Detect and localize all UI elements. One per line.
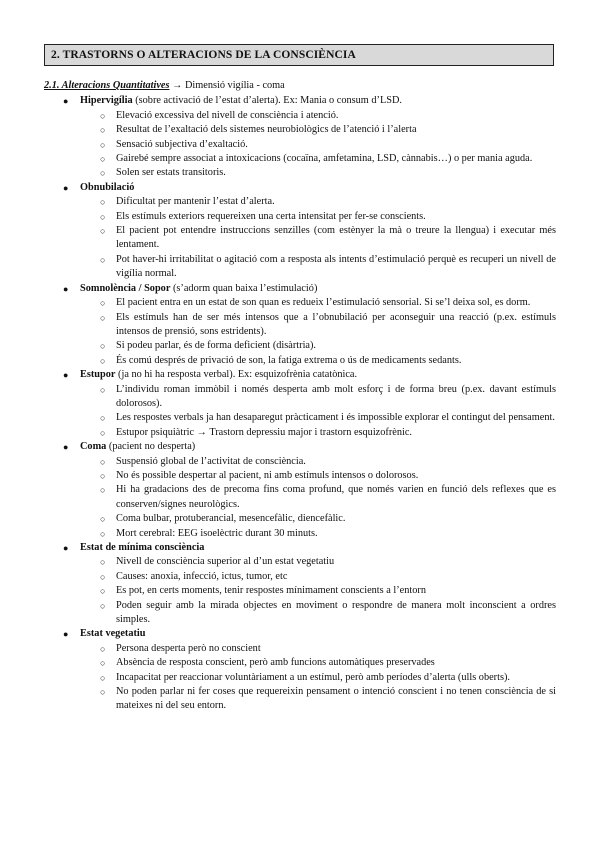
sub-item-text: Es pot, en certs moments, tenir respostes mínimament conscients a l’entorn: [116, 585, 426, 597]
sub-list-item: [80, 455, 556, 469]
sub-list-item: [80, 354, 556, 368]
sub-list-item: [80, 411, 556, 425]
circle-bullet-icon: ○: [100, 672, 106, 683]
sub-list-item: [80, 166, 556, 180]
term-label: Estat vegetatiu: [80, 628, 146, 640]
sub-list-item: [80, 195, 556, 209]
term-description: (s’adorm quan baixa l’estimulació): [170, 282, 318, 294]
subsection-description: Dimensió vigília - coma: [184, 80, 285, 91]
list-item: [44, 368, 556, 440]
circle-bullet-icon: ○: [100, 557, 106, 568]
subsection-label: 2.1. Alteracions Quantitatives: [44, 80, 170, 91]
sub-list-item: [80, 109, 556, 123]
term-label: Estupor: [80, 369, 116, 381]
sub-item-text: Nivell de consciència superior al d’un estat vegetatiu: [116, 556, 335, 568]
sub-list-item: [80, 584, 556, 598]
sub-list: [80, 296, 556, 368]
sub-item-text: Causes: anoxia, infecció, ictus, tumor, etc: [116, 570, 288, 582]
sub-list-item: [80, 210, 556, 224]
sub-list-item: [80, 339, 556, 353]
circle-bullet-icon: ○: [100, 298, 106, 309]
sub-item-text: Suspensió global de l’activitat de consciència.: [116, 455, 306, 467]
sub-item-text: Absència de resposta conscient, però amb funcions automàtiques preservades: [116, 657, 435, 669]
sub-item-text: Mort cerebral: EEG isoelèctric durant 30 minuts.: [116, 527, 318, 539]
sub-list-item: [80, 383, 556, 412]
term-label: Coma: [80, 441, 107, 453]
list-item: [44, 627, 556, 713]
sub-list-item: [80, 138, 556, 152]
sub-list: [80, 383, 556, 441]
list-item: [44, 440, 556, 541]
sub-item-text: No és possible despertar al pacient, ni amb estímuls intensos o dolorosos.: [116, 469, 419, 481]
term-description: (pacient no desperta): [106, 441, 196, 453]
sub-list-item: [80, 426, 556, 440]
term-description: (sobre activació de l’estat d’alerta). Ex: Mania o consum d’LSD.: [132, 95, 402, 107]
section-heading: 2. TRASTORNS O ALTERACIONS DE LA CONSCIÈNCIA: [44, 44, 554, 66]
sub-list: [80, 642, 556, 714]
bullet-icon: ●: [63, 182, 69, 193]
sub-list: [80, 195, 556, 281]
list-item: [44, 541, 556, 627]
circle-bullet-icon: ○: [100, 355, 106, 366]
bullet-icon: ●: [63, 442, 69, 453]
sub-item-text: L’individu roman immòbil i només desperta amb molt esforç i de forma breu (p.ex. davant estímuls dolorosos).: [116, 383, 556, 409]
term-label: Somnolència / Sopor: [80, 282, 171, 294]
sub-list-item: [80, 152, 556, 166]
circle-bullet-icon: ○: [100, 514, 106, 525]
term-label: Obnubilació: [80, 181, 135, 193]
term-description: (ja no hi ha resposta verbal). Ex: esquizofrènia catatònica.: [115, 369, 358, 381]
circle-bullet-icon: ○: [100, 643, 106, 654]
sub-list-item: [80, 253, 556, 282]
bullet-icon: ●: [63, 283, 69, 294]
circle-bullet-icon: ○: [100, 197, 106, 208]
sub-item-text: Hi ha gradacions des de precoma fins coma profund, que només varien en funció dels reflexes que es conserven/signes neurològics.: [116, 484, 556, 510]
sub-list-item: [80, 512, 556, 526]
circle-bullet-icon: ○: [100, 226, 106, 237]
sub-item-text: No poden parlar ni fer coses que requereixin pensament o intenció conscient i no tenen consciència de si mateixes ni del seu entorn.: [116, 686, 556, 712]
bullet-icon: ●: [63, 370, 69, 381]
sub-item-text: Dificultat per mantenir l’estat d’alerta.: [116, 196, 275, 208]
sub-item-text: Les respostes verbals ja han desaparegut pràcticament i és impossible explorar el contingut del pensament.: [116, 412, 555, 424]
circle-bullet-icon: ○: [100, 600, 106, 611]
sub-item-text: Incapacitat per reaccionar voluntàriament a un estímul, però amb períodes d’alerta (ulls oberts).: [116, 671, 510, 683]
circle-bullet-icon: ○: [100, 687, 106, 698]
bullet-icon: ●: [63, 96, 69, 107]
circle-bullet-icon: ○: [100, 485, 106, 496]
circle-bullet-icon: ○: [100, 384, 106, 395]
term-label: Estat de mínima consciència: [80, 542, 205, 553]
sub-list-item: [80, 685, 556, 714]
circle-bullet-icon: ○: [100, 571, 106, 582]
sub-list-item: [80, 642, 556, 656]
bullet-icon: ●: [63, 543, 69, 553]
circle-bullet-icon: ○: [100, 168, 106, 179]
sub-item-text: Els estímuls exteriors requereixen una certa intensitat per fer-se conscients.: [116, 210, 426, 222]
sub-list-item: [80, 570, 556, 584]
subsection-heading: [44, 79, 556, 93]
sub-list-item: [80, 527, 556, 541]
sub-item-text: El pacient entra en un estat de son quan es redueix l’estimulació sensorial. Si se’l deixa sol, es dorm.: [116, 297, 531, 309]
sub-item-text: És comú després de privació de son, la fatiga extrema o ús de medicaments sedants.: [116, 354, 462, 366]
sub-item-text: Solen ser estats transitoris.: [116, 167, 226, 179]
sub-list-item: [80, 483, 556, 512]
list-item: [44, 181, 556, 282]
sub-list: [80, 555, 556, 627]
list-item: [44, 282, 556, 368]
sub-list: [80, 455, 556, 541]
list-item: [44, 94, 556, 180]
sub-item-text: Persona desperta però no conscient: [116, 642, 261, 654]
sub-list-item: [80, 123, 556, 137]
circle-bullet-icon: ○: [100, 110, 106, 121]
term-label: Hipervigília: [80, 95, 133, 107]
sub-item-text: Si podeu parlar, és de forma deficient (disàrtria).: [116, 340, 317, 352]
sub-list-item: [80, 311, 556, 340]
circle-bullet-icon: ○: [100, 427, 106, 438]
sub-list: [80, 109, 556, 181]
circle-bullet-icon: ○: [100, 154, 106, 165]
sub-item-text: El pacient pot entendre instruccions senzilles (com estènyer la mà o treure la llengua) i executar més lentament.: [116, 225, 556, 251]
circle-bullet-icon: ○: [100, 413, 106, 424]
sub-list-item: [80, 599, 556, 628]
sub-item-text: Gairebé sempre associat a intoxicacions (cocaïna, amfetamina, LSD, cànnabis…) o per mania aguda.: [116, 153, 533, 165]
sub-list-item: [80, 671, 556, 685]
sub-item-text: Elevació excessiva del nivell de consciència i atenció.: [116, 109, 339, 121]
circle-bullet-icon: ○: [100, 211, 106, 222]
circle-bullet-icon: ○: [100, 312, 106, 323]
section-body: [44, 79, 556, 714]
sub-list-item: [80, 656, 556, 670]
circle-bullet-icon: ○: [100, 470, 106, 481]
sub-item-text: Pot haver-hi irritabilitat o agitació com a resposta als intents d’estimulació perquè es recuperi un nivell de vigília normal.: [116, 253, 556, 280]
sub-item-text: Sensació subjectiva d’exaltació.: [116, 138, 248, 150]
sub-item-text: Coma bulbar, protuberancial, mesencefàlic, diencefàlic.: [116, 513, 346, 525]
sub-list-item: [80, 469, 556, 483]
sub-item-text: Estupor psiquiàtric → Trastorn depressiu major i trastorn esquizofrènic.: [116, 426, 412, 438]
arrow-glyph: →: [172, 80, 183, 91]
circle-bullet-icon: ○: [100, 528, 106, 539]
circle-bullet-icon: ○: [100, 254, 106, 265]
sub-item-text: Els estímuls han de ser més intensos que a l’obnubilació per aconseguir una reacció (p.ex. estímuls intensos de prensió, sons estridents).: [116, 311, 556, 337]
circle-bullet-icon: ○: [100, 456, 106, 467]
sub-list-item: [80, 296, 556, 310]
circle-bullet-icon: ○: [100, 139, 106, 150]
circle-bullet-icon: ○: [100, 341, 106, 352]
sub-list-item: [80, 224, 556, 253]
bullet-list: [44, 94, 556, 713]
sub-item-text: Poden seguir amb la mirada objectes en moviment o respondre de manera molt inconscient a ordres simples.: [116, 599, 556, 626]
circle-bullet-icon: ○: [100, 125, 106, 136]
circle-bullet-icon: ○: [100, 586, 106, 597]
bullet-icon: ●: [63, 629, 69, 640]
sub-list-item: [80, 555, 556, 569]
sub-item-text: Resultat de l’exaltació dels sistemes neurobiològics de l’atenció i l’alerta: [116, 124, 417, 136]
circle-bullet-icon: ○: [100, 658, 106, 669]
